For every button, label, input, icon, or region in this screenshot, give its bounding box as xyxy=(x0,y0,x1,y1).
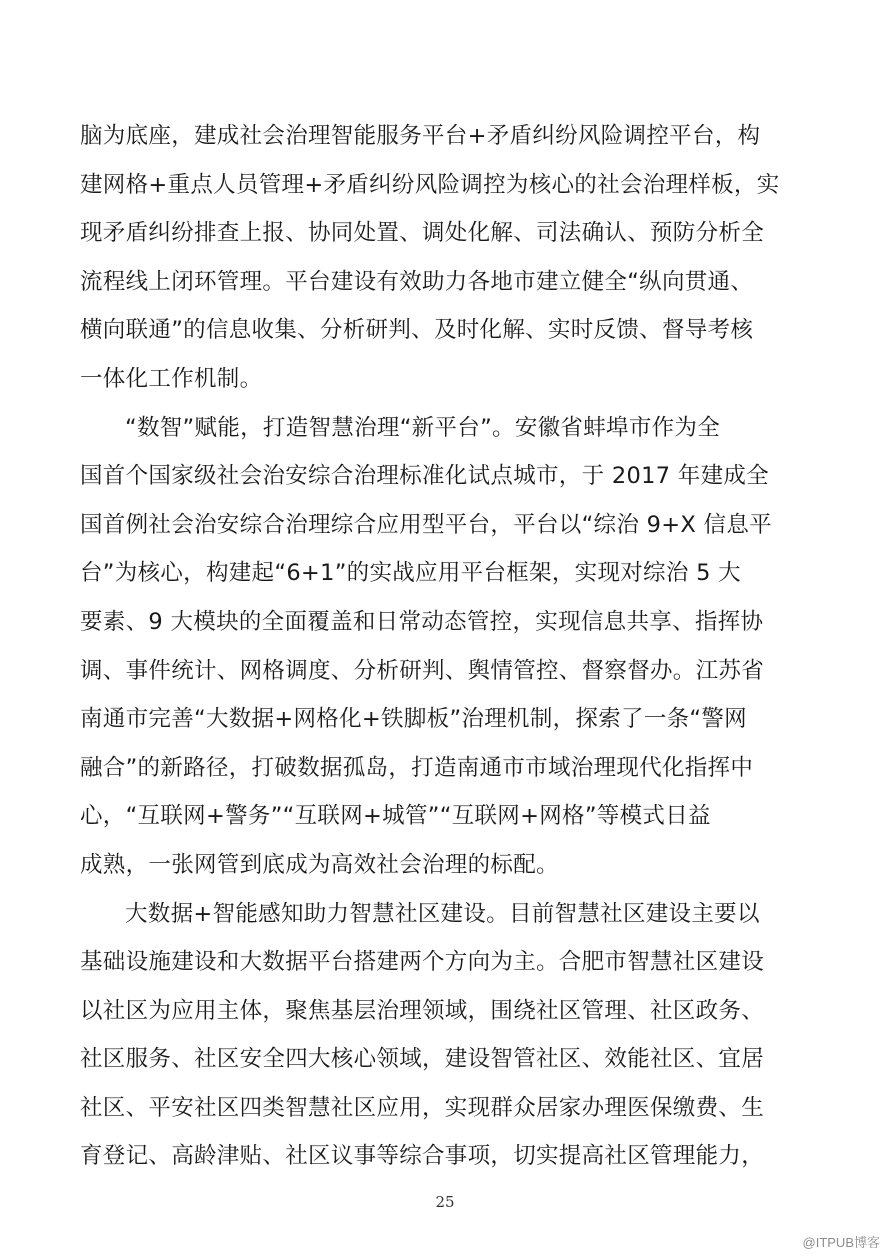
text-line: 要素、9 大模块的全面覆盖和日常动态管控，实现信息共享、指挥协 xyxy=(80,608,764,635)
paragraph-start-line: 大数据+智能感知助力智慧社区建设。目前智慧社区建设主要以 xyxy=(125,900,760,927)
text-line: 基础设施建设和大数据平台搭建两个方向为主。合肥市智慧社区建设 xyxy=(80,949,765,976)
text-line: 成熟，一张网管到底成为高效社会治理的标配。 xyxy=(80,851,559,878)
text-line: 建网格+重点人员管理+矛盾纠纷风险调控为核心的社会治理样板，实 xyxy=(80,171,780,198)
text-line: 社区、平安社区四类智慧社区应用，实现群众居家办理医保缴费、生 xyxy=(80,1094,765,1121)
text-line: 流程线上闭环管理。平台建设有效助力各地市建立健全“纵向贯通、 xyxy=(80,268,754,295)
text-line: 育登记、高龄津贴、社区议事等综合事项，切实提高社区管理能力， xyxy=(80,1143,765,1170)
text-line: 融合”的新路径，打破数据孤岛，打造南通市市域治理现代化指挥中 xyxy=(80,754,754,781)
text-line: 南通市完善“大数据+网格化+铁脚板”治理机制，探索了一条“警网 xyxy=(80,706,747,733)
watermark: @ITPUB博客 xyxy=(802,1235,880,1250)
text-line: 台”为核心，构建起“6+1”的实战应用平台框架，实现对综治 5 大 xyxy=(80,560,741,587)
text-line: 以社区为应用主体，聚焦基层治理领域，围绕社区管理、社区政务、 xyxy=(80,997,765,1024)
text-line: 心，“互联网+警务”“互联网+城管”“互联网+网格”等模式日益 xyxy=(80,803,711,830)
text-line: 国首例社会治安综合治理综合应用型平台，平台以“综治 9+X 信息平 xyxy=(80,511,772,538)
body-text xyxy=(80,112,810,1181)
text-line: 国首个国家级社会治安综合治理标准化试点城市，于 2017 年建成全 xyxy=(80,463,769,490)
text-line: 现矛盾纠纷排查上报、协同处置、调处化解、司法确认、预防分析全 xyxy=(80,220,765,247)
text-line: 一体化工作机制。 xyxy=(80,365,263,392)
paragraph-start-line: “数智”赋能，打造智慧治理“新平台”。安徽省蚌埠市作为全 xyxy=(125,414,721,441)
text-line: 调、事件统计、网格调度、分析研判、舆情管控、督察督办。江苏省 xyxy=(80,657,765,684)
text-line: 横向联通”的信息收集、分析研判、及时化解、实时反馈、督导考核 xyxy=(80,317,754,344)
page-number: 25 xyxy=(435,1193,455,1211)
text-line: 脑为底座，建成社会治理智能服务平台+矛盾纠纷风险调控平台，构 xyxy=(80,123,761,149)
text-line: 社区服务、社区安全四大核心领域，建设智管社区、效能社区、宜居 xyxy=(80,1046,765,1073)
